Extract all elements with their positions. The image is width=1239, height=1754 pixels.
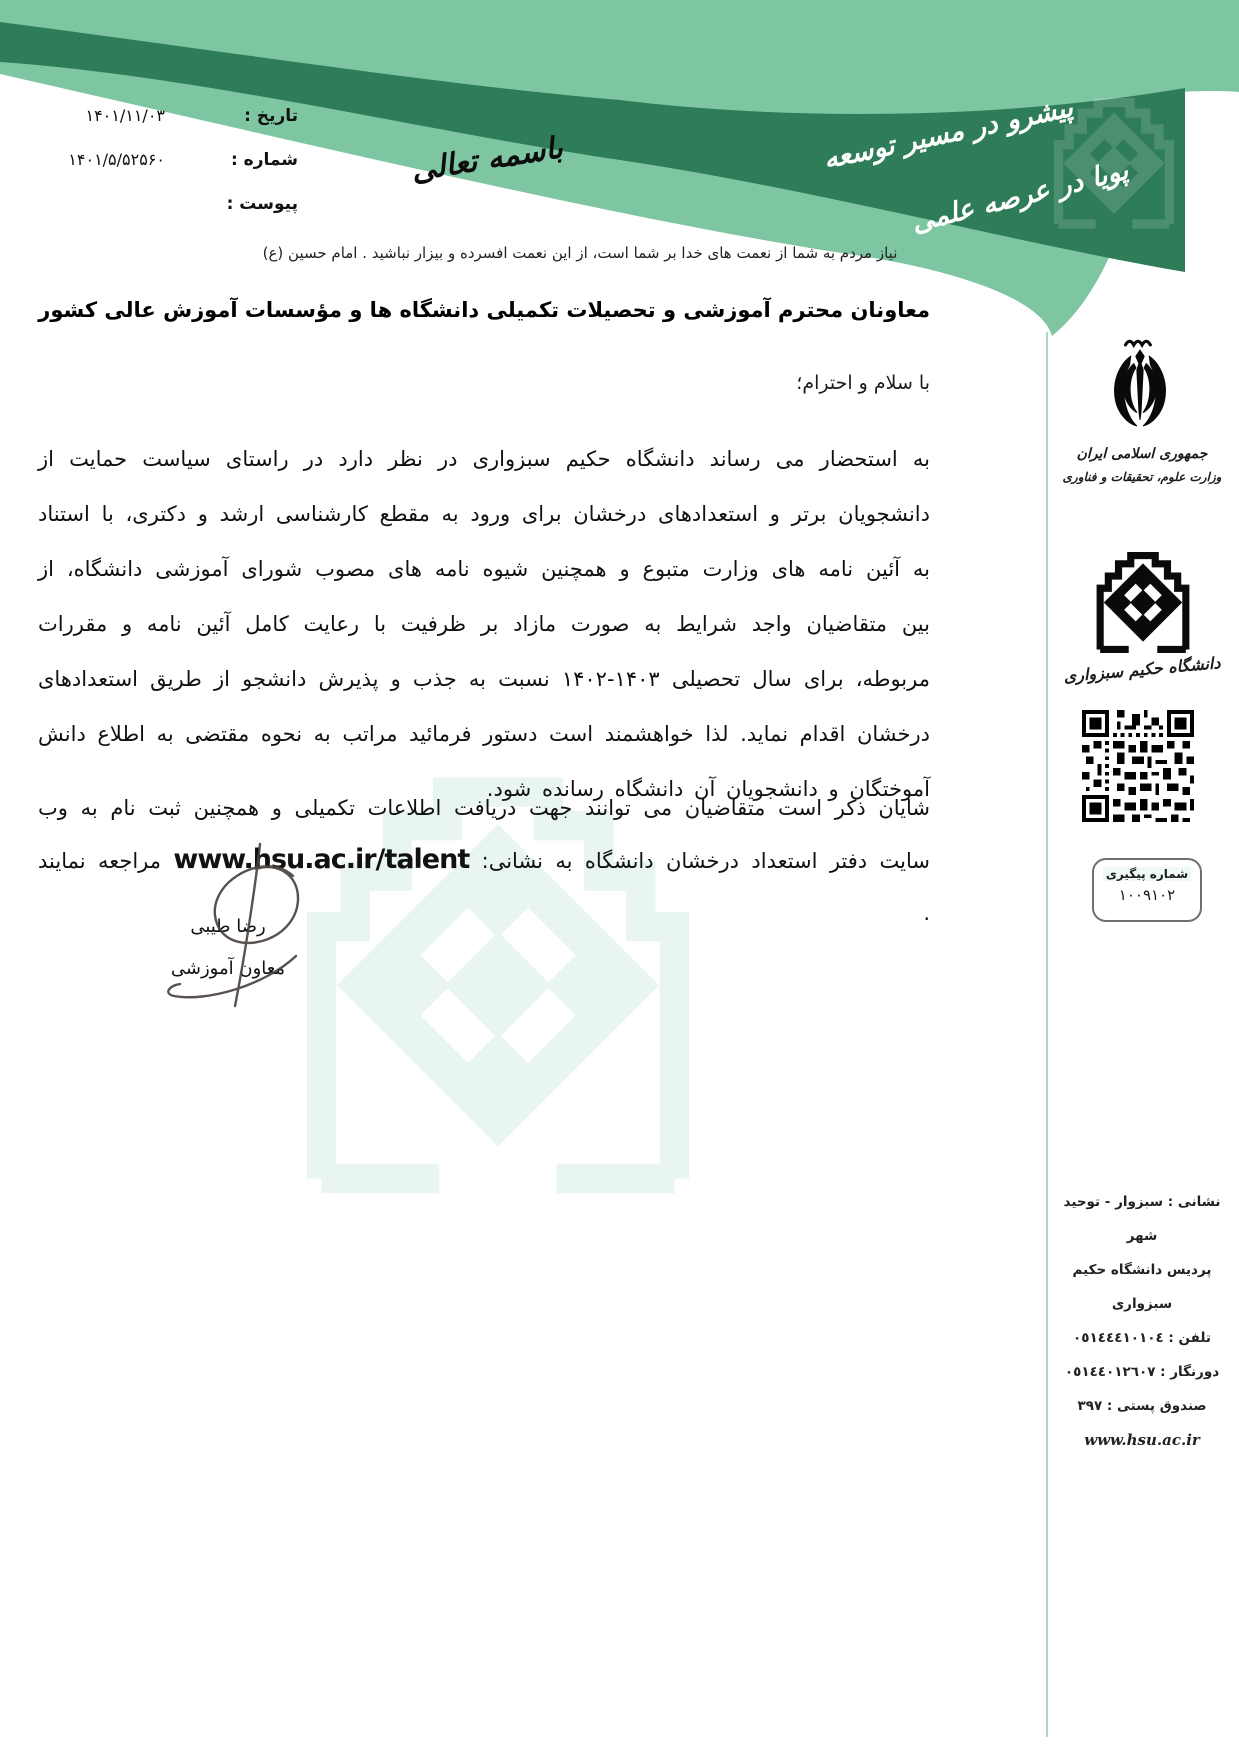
footer-phone: تلفن : ٠٥١٤٤٤١٠١٠٤ bbox=[1073, 1330, 1211, 1346]
footer-address-line2: پردیس دانشگاه حکیم سبزواری bbox=[1072, 1262, 1212, 1312]
iran-emblem-icon bbox=[1088, 328, 1192, 444]
paragraph2-text-before: شایان ذکر است متقاضیان می توانند جهت دریافت اطلاعات تکمیلی و همچنین ثبت نام به وب سایت دفتر استعداد درخشان دانشگاه به نشانی: bbox=[38, 796, 930, 873]
header-slogan-line1: پیشرو در مسیر توسعه bbox=[820, 92, 1076, 176]
body-paragraph-1: به استحضار می رساند دانشگاه حکیم سبزواری در نظر دارد در راستای سیاست حمایت از دانشجویان برتر و استعدادهای درخشان برای ورود به مقطع کارشناسی ارشد و دکتری، با استناد به آئین نامه های وزارت متبوع و همچنین شیوه نامه های مصوب شورای آموزشی دانشگاه، از بین متقاضیان واجد شرایط به صورت مازاد بر ظرفیت با رعایت کامل آئین نامه و مقررات مربوطه، برای سال تحصیلی ۱۴۰۳-۱۴۰۲ نسبت به جذب و پذیرش دانشجو از طریق استعدادهای درخشان اقدام نماید. لذا خواهشمند است دستور فرمائید مراتب به نحوه مقتضی به اطلاع دانش آموختگان و دانشجویان آن دانشگاه رسانده شود. bbox=[38, 447, 930, 801]
hadith-quote: نیاز مردم به شما از نعمت های خدا بر شما است، از این نعمت افسرده و بیزار نباشید . امام حسین (ع) bbox=[262, 244, 898, 262]
university-caption: دانشگاه حکیم سبزواری bbox=[1062, 653, 1222, 686]
handwritten-signature bbox=[88, 838, 318, 1013]
number-label: شماره : bbox=[230, 150, 298, 170]
vertical-separator bbox=[1046, 332, 1048, 1737]
meta-attachment-row bbox=[40, 194, 298, 224]
footer-website[interactable]: www.hsu.ac.ir bbox=[1084, 1431, 1200, 1449]
footer-address-line1: نشانی : سبزوار - توحید شهر bbox=[1063, 1194, 1221, 1244]
tracking-label: شماره پیگیری bbox=[1103, 867, 1191, 881]
date-label: تاریخ : bbox=[244, 106, 298, 126]
tracking-number: ۱۰۰۹۱۰۲ bbox=[1118, 886, 1176, 904]
paragraph2-text-after: مراجعه نمایند . bbox=[38, 849, 930, 925]
meta-number-row bbox=[40, 150, 298, 180]
recipient-title: معاونان محترم آموزشی و تحصیلات تکمیلی دانشگاه ها و مؤسسات آموزش عالی کشور bbox=[38, 298, 930, 322]
footer-pobox: صندوق پستی : ٣٩٧ bbox=[1077, 1398, 1207, 1414]
qr-code-icon bbox=[1080, 710, 1196, 822]
university-logo-icon bbox=[1092, 545, 1194, 657]
attachment-label: پیوست : bbox=[226, 194, 298, 214]
footer-contact-block bbox=[1052, 1185, 1232, 1457]
signer-title: معاون آموزشی bbox=[170, 958, 286, 979]
tracking-number-box bbox=[1092, 858, 1202, 922]
emblem-caption-country: جمهوری اسلامی ایران bbox=[1076, 446, 1208, 462]
date-value: ۱۴۰۱/۱۱/۰۳ bbox=[85, 106, 165, 125]
talent-office-url[interactable]: www.hsu.ac.ir/talent bbox=[173, 844, 470, 875]
signer-name: رضا طیبی bbox=[190, 916, 266, 937]
number-value: ۱۴۰۱/۵/۵۲۵۶۰ bbox=[68, 150, 165, 169]
emblem-caption-ministry: وزارت علوم، تحقیقات و فناوری bbox=[1062, 470, 1222, 484]
meta-date-row bbox=[40, 106, 298, 136]
salutation: با سلام و احترام؛ bbox=[796, 372, 930, 394]
header-slogan-line2: پویا در عرصه علمی bbox=[908, 154, 1132, 239]
besmele-calligraphy: باسمه تعالی bbox=[408, 130, 566, 189]
footer-fax: دورنگار : ٠٥١٤٤٠١٢٦٠٧ bbox=[1064, 1364, 1220, 1380]
